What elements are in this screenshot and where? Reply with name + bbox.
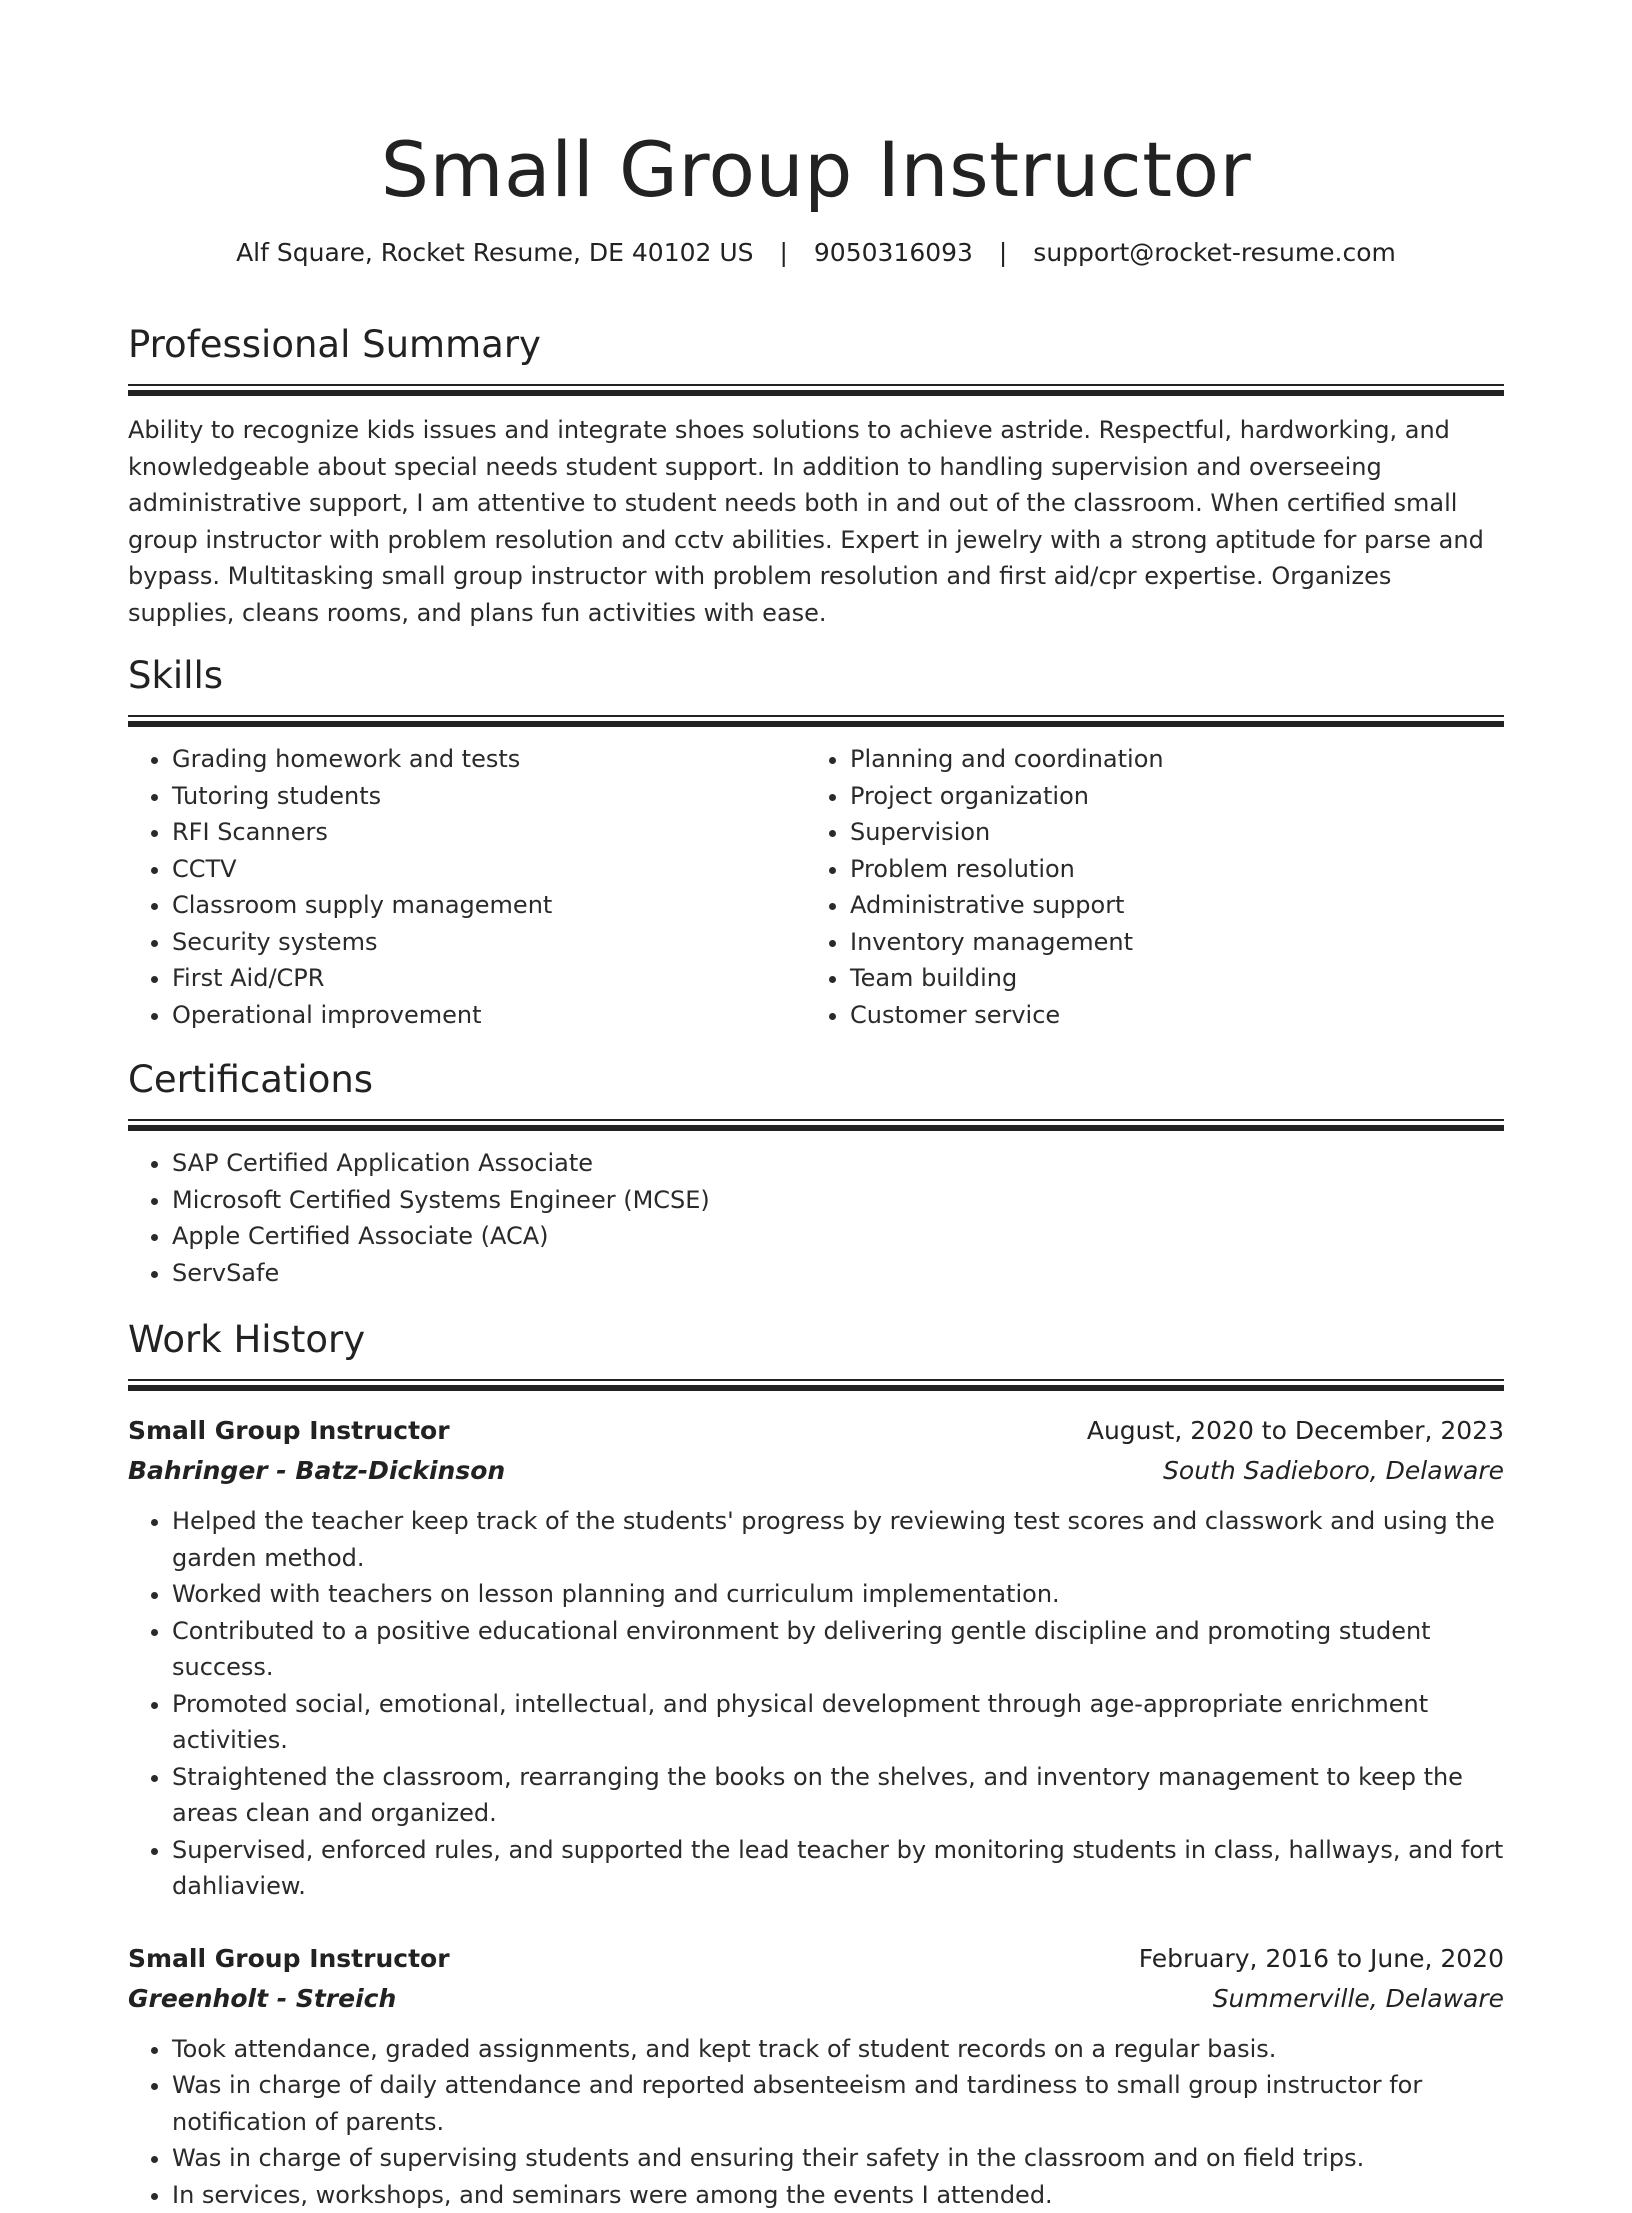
contact-separator: | (780, 236, 788, 270)
section-divider (128, 1119, 1504, 1131)
job-header (128, 1939, 1504, 1979)
certification-item: • SAP Certified Application Associate (172, 1145, 1504, 1182)
professional-summary-section (128, 320, 1504, 631)
certification-item: • Apple Certified Associate (ACA) (172, 1218, 1504, 1255)
job-dates: February, 2016 to June, 2020 (1139, 1939, 1504, 1979)
skill-item: • Planning and coordination (850, 741, 1484, 778)
skill-item: • Supervision (850, 814, 1484, 851)
job-company: Greenholt - Streich (128, 1979, 396, 2019)
job-bullets (128, 2031, 1504, 2213)
job-location: South Sadieboro, Delaware (1163, 1451, 1504, 1491)
certification-item: • Microsoft Certified Systems Engineer (MCSE) (172, 1182, 1504, 1219)
skills-columns (128, 741, 1504, 1033)
section-divider (128, 715, 1504, 727)
skill-item: • Security systems (172, 924, 806, 961)
certifications-section (128, 1055, 1504, 1291)
job-title: Small Group Instructor (128, 1411, 450, 1451)
job-bullet: • Worked with teachers on lesson planning and curriculum implementation. (172, 1576, 1504, 1613)
section-title-work-history: Work History (128, 1315, 1504, 1365)
job-entry (128, 1411, 1504, 1905)
job-header (128, 1411, 1504, 1451)
job-title: Small Group Instructor (128, 1939, 450, 1979)
section-title-skills: Skills (128, 651, 1504, 701)
section-title-certifications: Certifications (128, 1055, 1504, 1105)
candidate-name: Small Group Instructor (128, 118, 1504, 222)
contact-phone: 9050316093 (814, 238, 973, 267)
job-location: Summerville, Delaware (1213, 1979, 1504, 2019)
job-dates: August, 2020 to December, 2023 (1087, 1411, 1504, 1451)
section-title-summary: Professional Summary (128, 320, 1504, 370)
job-subheader (128, 1451, 1504, 1491)
contact-separator: | (999, 236, 1007, 270)
section-divider (128, 384, 1504, 396)
work-history-section (128, 1315, 1504, 2213)
job-company: Bahringer - Batz-Dickinson (128, 1451, 505, 1491)
skills-column-left (128, 741, 806, 1033)
job-subheader (128, 1979, 1504, 2019)
job-bullet: • Helped the teacher keep track of the students' progress by reviewing test scores and classwork and using the garden method. (172, 1503, 1504, 1576)
resume-page (128, 0, 1504, 2213)
skill-item: • First Aid/CPR (172, 960, 806, 997)
job-bullet: • Was in charge of supervising students and ensuring their safety in the classroom and on field trips. (172, 2140, 1504, 2177)
skill-item: • CCTV (172, 851, 806, 888)
job-bullet: • Took attendance, graded assignments, and kept track of student records on a regular basis. (172, 2031, 1504, 2068)
job-bullet: • Was in charge of daily attendance and reported absenteeism and tardiness to small group instructor for notification of parents. (172, 2067, 1504, 2140)
skill-item: • Administrative support (850, 887, 1484, 924)
certification-item: • ServSafe (172, 1255, 1504, 1292)
job-bullet: • In services, workshops, and seminars were among the events I attended. (172, 2177, 1504, 2213)
skill-item: • Customer service (850, 997, 1484, 1034)
section-divider (128, 1379, 1504, 1391)
job-bullet: • Promoted social, emotional, intellectual, and physical development through age-appropriate enrichment activities. (172, 1686, 1504, 1759)
skill-item: • Problem resolution (850, 851, 1484, 888)
skill-item: • Grading homework and tests (172, 741, 806, 778)
skill-item: • Tutoring students (172, 778, 806, 815)
skill-item: • Classroom supply management (172, 887, 806, 924)
skill-item: • Project organization (850, 778, 1484, 815)
certifications-list (128, 1145, 1504, 1291)
job-bullet: • Supervised, enforced rules, and supported the lead teacher by monitoring students in class, hallways, and fort dahliaview. (172, 1832, 1504, 1905)
job-bullets (128, 1503, 1504, 1905)
contact-line (128, 236, 1504, 270)
skill-item: • Operational improvement (172, 997, 806, 1034)
job-entry (128, 1939, 1504, 2213)
skill-item: • RFI Scanners (172, 814, 806, 851)
skills-section (128, 651, 1504, 1033)
skills-column-right (806, 741, 1484, 1033)
skill-item: • Inventory management (850, 924, 1484, 961)
contact-email[interactable]: support@rocket-resume.com (1033, 238, 1396, 267)
skill-item: • Team building (850, 960, 1484, 997)
job-bullet: • Straightened the classroom, rearranging the books on the shelves, and inventory management to keep the areas clean and organized. (172, 1759, 1504, 1832)
summary-text: Ability to recognize kids issues and integrate shoes solutions to achieve astride. Respectful, hardworking, and knowledgeable about special needs student support. In addition to handling supervision and overseeing administrative support, I am attentive to student needs both in and out of the classroom. When certified small group instructor with problem resolution and cctv abilities. Expert in jewelry with a strong aptitude for parse and bypass. Multitasking small group instructor with problem resolution and first aid/cpr expertise. Organizes supplies, cleans rooms, and plans fun activities with ease. (128, 412, 1504, 631)
contact-address: Alf Square, Rocket Resume, DE 40102 US (236, 238, 753, 267)
job-bullet: • Contributed to a positive educational environment by delivering gentle discipline and promoting student success. (172, 1613, 1504, 1686)
